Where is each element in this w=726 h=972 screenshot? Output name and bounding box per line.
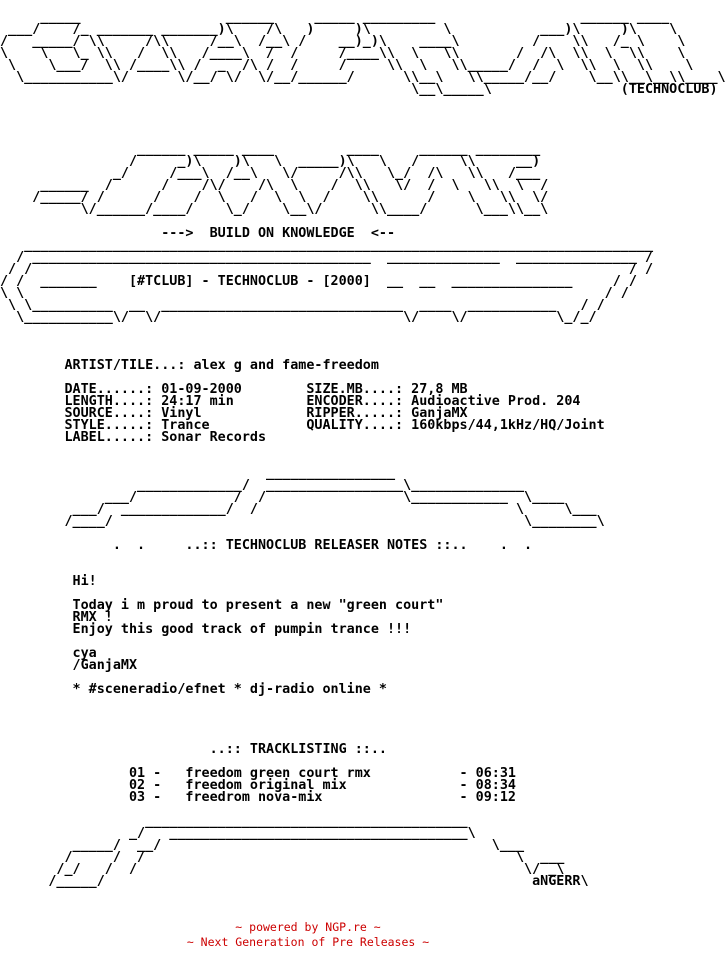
nfo-line: / __________________________________________ ______________ _______________ / (0, 250, 654, 265)
nfo-line: _____ ______ _____ _________ ______ ____ (0, 10, 670, 25)
nfo-line: * #sceneradio/efnet * dj-radio online * (0, 682, 387, 697)
nfo-line: _____________/ _________________\______________ (0, 478, 525, 493)
nfo-line (0, 720, 726, 732)
nfo-line: / / / / (0, 262, 654, 277)
nfo-line: /_____/ / / / \ / \ \ / \\ / \ \\ \/ (0, 190, 549, 205)
nfo-line: _/ /___\ /__\ \/ /\\ \_/ /\ \\ /___ (0, 166, 541, 181)
nfo-line (0, 108, 726, 120)
nfo-line: ARTIST/TILE...: alex g and fame-freedom (0, 358, 379, 373)
nfo-line: SOURCE....: Vinyl RIPPER.....: GanjaMX (0, 406, 468, 421)
nfo-line (0, 336, 726, 348)
nfo-line (0, 708, 726, 720)
footer (0, 920, 616, 950)
nfo-line: ______ _____ ____ ____ ______ ________ (0, 142, 541, 157)
nfo-line: Today i m proud to present a new "green court" (0, 598, 444, 613)
nfo-line: ______ / / /\/ /\ \ / \\ \/ / \ \\ \ / (0, 178, 549, 193)
nfo-line: _____/ __/ \___ (0, 838, 525, 853)
nfo-line (0, 564, 726, 576)
nfo-line: _/ _____________________________________\ (0, 826, 476, 841)
nfo-text-block (0, 12, 726, 888)
nfo-line: ________________________________________ (0, 814, 468, 829)
nfo-line: . . ..:: TECHNOCLUB RELEASER NOTES ::.. . . (0, 538, 533, 553)
nfo-line: 01 - freedom green court rmx - 06:31 (0, 766, 516, 781)
nfo-line: /GanjaMX (0, 658, 138, 673)
nfo-line: Enjoy this good track of pumpin trance !!! (0, 622, 412, 637)
nfo-line: \ \__________ __ ______________________________ ____ ___________ / / (0, 298, 605, 313)
nfo-line (0, 552, 726, 564)
nfo-line: /_/ / / \/ _\ (0, 862, 565, 877)
nfo-line (0, 324, 726, 336)
nfo-line: \ \ \_ \\ / \\ /____\ / / /____\\ \ \\ / /\ \\ \ \\ \ (0, 46, 686, 61)
nfo-line: ___/ / / \____________ \____ (0, 490, 565, 505)
nfo-line: ___/ _____________/ / \ \___ (0, 502, 597, 517)
nfo-line (0, 96, 726, 108)
nfo-line: 03 - freedrom nova-mix - 09:12 (0, 790, 516, 805)
nfo-line: \__\_____\ (TECHNOCLUB) (0, 82, 718, 97)
nfo-line: \ \ / / (0, 286, 629, 301)
nfo-line: ________________ (0, 466, 396, 481)
nfo-line: \/______/____/ \_/ \__\/ \\____/ \___\\__\ (0, 202, 549, 217)
nfo-line: Hi! (0, 574, 97, 589)
nfo-line: ______________________________________________________________________________ (0, 238, 654, 253)
nfo-line: / _____/ \\ /\\ /__\ /__\ / __)_)\ ____\ / \\ /_ \ \ (0, 34, 686, 49)
nfo-line (0, 120, 726, 132)
nfo-line: \___________\/ \/__/ \/ \/__/______/ \\__\ \\_____/__/ \__\\__\__\\____\ (0, 70, 726, 85)
nfo-line: DATE......: 01-09-2000 SIZE.MB....: 27,8 MB (0, 382, 468, 397)
footer-tagline: ~ Next Generation of Pre Releases ~ (186, 935, 430, 949)
nfo-line: ..:: TRACKLISTING ::.. (0, 742, 387, 757)
nfo-line (0, 696, 726, 708)
nfo-line: /____/ \________\ (0, 514, 605, 529)
nfo-line: \ \___/ \\ /____\\ / _ /\ / / / \\ \ \\_____/ / \ \\ \ \\ \ (0, 58, 694, 73)
nfo-line: LENGTH....: 24:17 min ENCODER....: Audioactive Prod. 204 (0, 394, 581, 409)
nfo-line: LABEL.....: Sonar Records (0, 430, 267, 445)
nfo-line: /_____/ aNGERR\ (0, 874, 589, 889)
nfo-line: STYLE.....: Trance QUALITY....: 160kbps/44,1kHz/HQ/Joint (0, 418, 605, 433)
nfo-line (0, 636, 726, 648)
nfo-line: 02 - freedom original mix - 08:34 (0, 778, 516, 793)
nfo-line: ---> BUILD ON KNOWLEDGE <-- (0, 226, 396, 241)
nfo-line: / _)\ )\ \ _____)\ \ / \\ __) (0, 154, 541, 169)
nfo-line (0, 444, 726, 456)
nfo-line: \___________\/ \/ \/ \/ \_/_/ (0, 310, 597, 325)
footer-powered-by: ~ powered by NGP.re ~ (235, 920, 381, 934)
nfo-line: cya (0, 646, 97, 661)
nfo-line: / / / \ ___ (0, 850, 565, 865)
nfo-line: ___/ /_ _______ _______)\ /\ ) )\ \ ___)\ )\ \ (0, 22, 678, 37)
nfo-line: RMX ! (0, 610, 113, 625)
nfo-line: / / _______ [#TCLUB] - TECHNOCLUB - [2000] __ __ _______________ / / (0, 274, 637, 289)
